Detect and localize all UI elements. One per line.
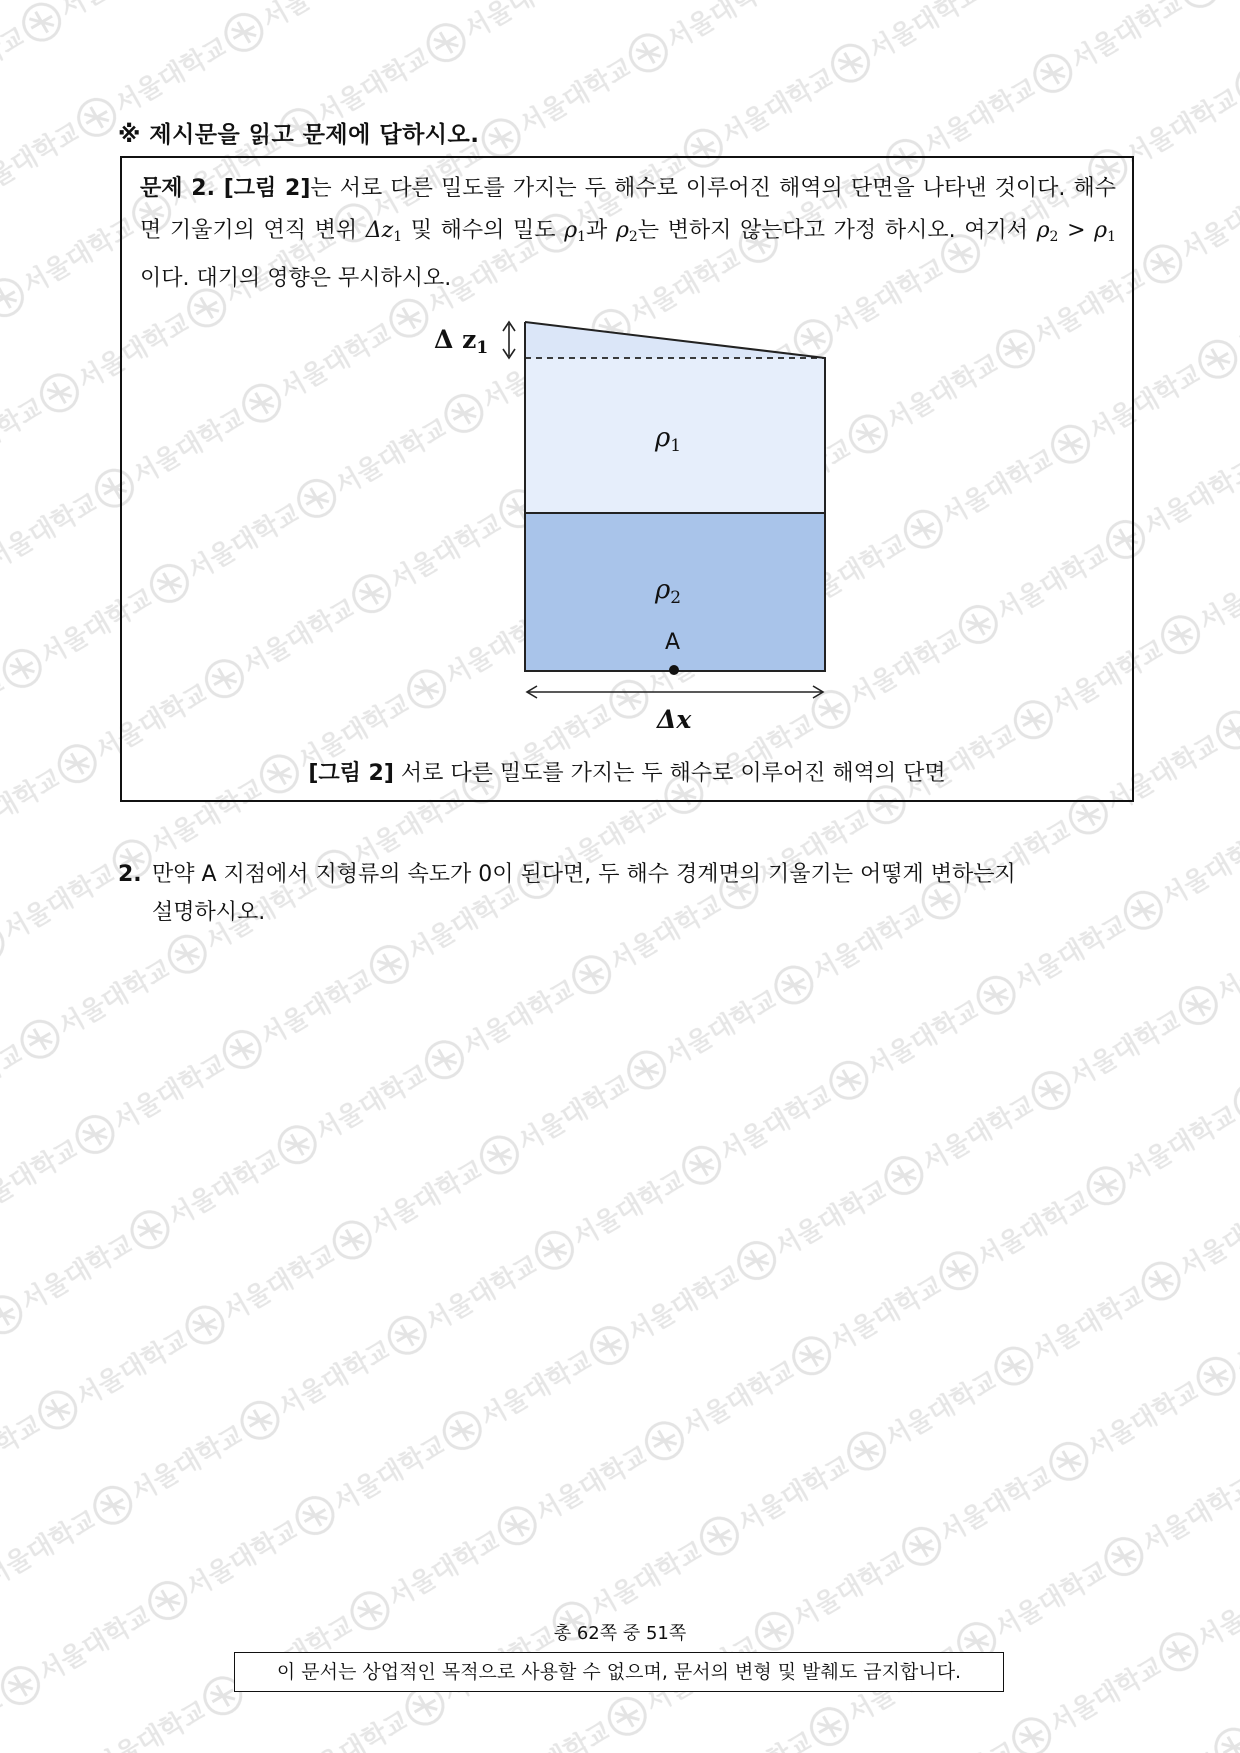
question-line-1 (118, 856, 1130, 894)
caption-ref: [그림 2] (308, 761, 394, 786)
problem-text-2b: 및 해수의 밀도 (402, 218, 565, 243)
caption-text: 서로 다른 밀도를 가지는 두 해수로 이루어진 해역의 단면 (393, 761, 946, 786)
point-a-label: A (665, 630, 681, 655)
problem-text-2d: 는 변하지 않는다고 가정 (637, 218, 877, 243)
problem-text-3a: 하시오. 여기서 (884, 218, 1037, 243)
problem-box (120, 156, 1134, 802)
delta-x-label: Δx (657, 705, 692, 734)
problem-text-2a: 것이다. 해수면 기울기의 연직 변위 (140, 176, 1116, 243)
delta-z1-arrow (503, 322, 515, 358)
rho1-symbol: $\rho_1$ (564, 218, 587, 245)
footer-notice: 이 문서는 상업적인 목적으로 사용할 수 없으며, 문서의 변형 및 발췌도 금지합니다. (234, 1652, 1004, 1692)
rho2-label: ρ2 (655, 575, 682, 608)
question-number: 2. (118, 862, 142, 887)
problem-text-2c: 과 (586, 218, 616, 243)
rho1-label: ρ1 (655, 423, 682, 456)
question-text-1: 만약 A 지점에서 지형류의 속도가 0이 된다면, 두 해수 경계면의 기울기는 어떻게 변하는지 (152, 862, 1016, 887)
question-2 (118, 856, 1130, 932)
delta-z1-symbol: $\Delta z_1$ (365, 218, 403, 245)
point-a-dot (669, 665, 679, 675)
problem-text-3b: 이다. 대기의 영향은 무시하시오. (140, 266, 452, 291)
question-line-2: 설명하시오. (152, 900, 266, 925)
rho2-symbol: $\rho_2$ (615, 218, 638, 245)
delta-x-arrow (527, 686, 823, 698)
problem-lead: 문제 2. [그림 2] (140, 176, 311, 201)
figure-caption (122, 756, 1132, 787)
density-inequality: $\rho_2 > \rho_1$ (1036, 218, 1116, 245)
instruction-heading: ※ 제시문을 읽고 문제에 답하시오. (118, 122, 480, 148)
page-number: 총 62쪽 중 51쪽 (553, 1623, 687, 1644)
delta-z1-label: Δ $z_1$ (434, 325, 489, 358)
ocean-cross-section-figure (122, 158, 1132, 798)
problem-text-1: 는 서로 다른 밀도를 가지는 두 해수로 이루어진 해역의 단면을 나타낸 (310, 176, 987, 201)
